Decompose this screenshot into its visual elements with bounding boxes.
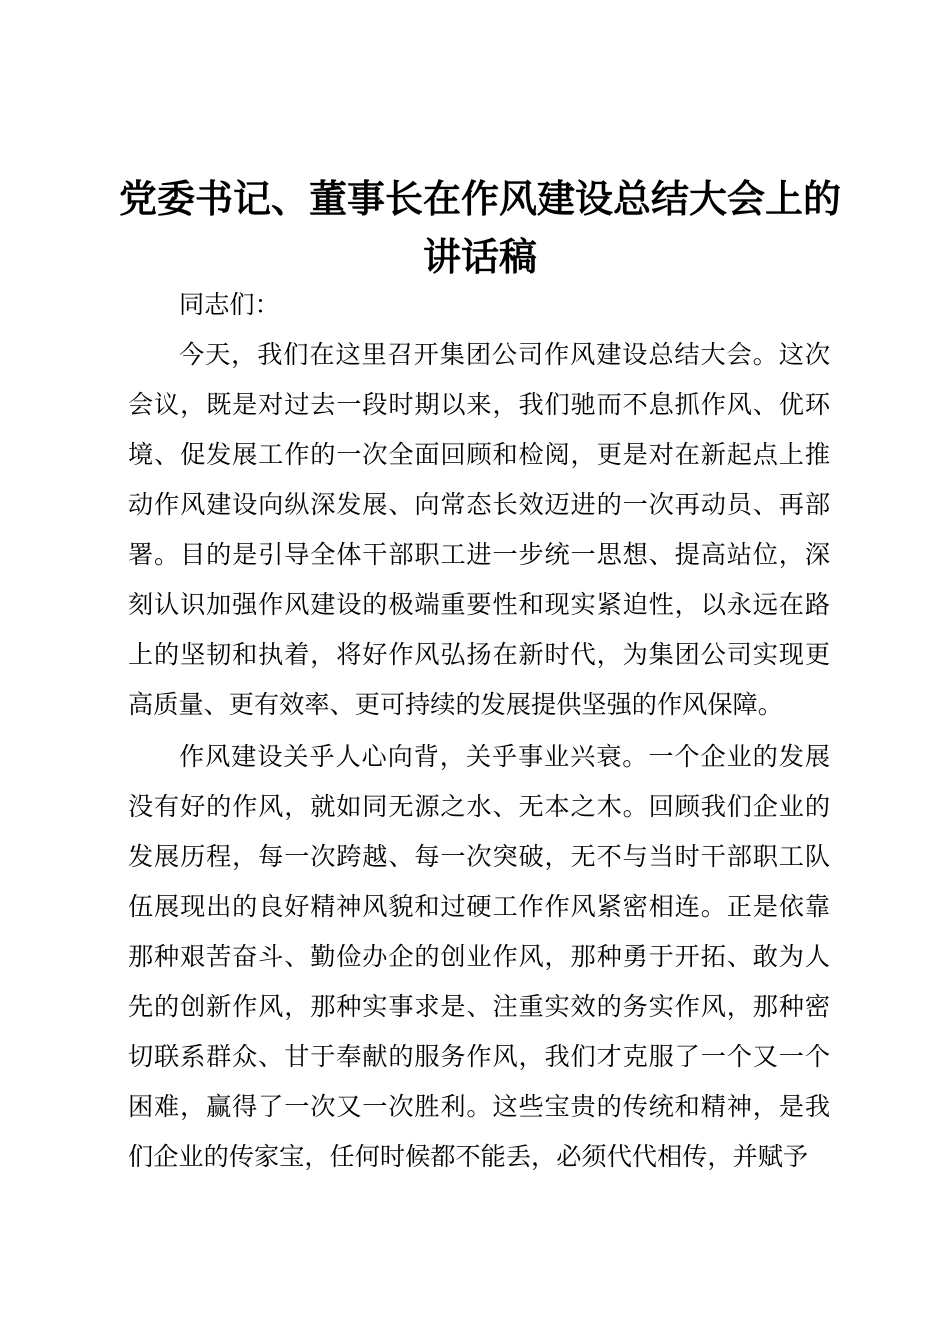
paragraph-1: 今天，我们在这里召开集团公司作风建设总结大会。这次会议，既是对过去一段时期以来，我们驰而不息抓作风、优环境、促发展工作的一次全面回顾和检阅，更是对在新起点上推动作风建设向纵深发展、向常态长效迈进的一次再动员、再部署。目的是引导全体干部职工进一步统一思想、提高站位，深刻认识加强作风建设的极端重要性和现实紧迫性，以永远在路上的坚韧和执着，将好作风弘扬在新时代，为集团公司实现更高质量、更有效率、更可持续的发展提供坚强的作风保障。 — [128, 340, 830, 719]
paragraph-2: 作风建设关乎人心向背，关乎事业兴衰。一个企业的发展没有好的作风，就如同无源之水、无本之木。回顾我们企业的发展历程，每一次跨越、每一次突破，无不与当时干部职工队伍展现出的良好精神风貌和过硬工作作风紧密相连。正是依靠那种艰苦奋斗、勤俭办企的创业作风，那种勇于开拓、敢为人先的创新作风，那种实事求是、注重实效的务实作风，那种密切联系群众、甘于奉献的服务作风，我们才克服了一个又一个困难，赢得了一次又一次胜利。这些宝贵的传统和精神，是我们企业的传家宝，任何时候都不能丢，必须代代相传，并赋予 — [128, 742, 830, 1171]
document-body — [128, 282, 830, 1182]
salutation: 同志们： — [179, 290, 280, 319]
document-title: 党委书记、董事长在作风建设总结大会上的讲话稿 — [118, 177, 841, 279]
